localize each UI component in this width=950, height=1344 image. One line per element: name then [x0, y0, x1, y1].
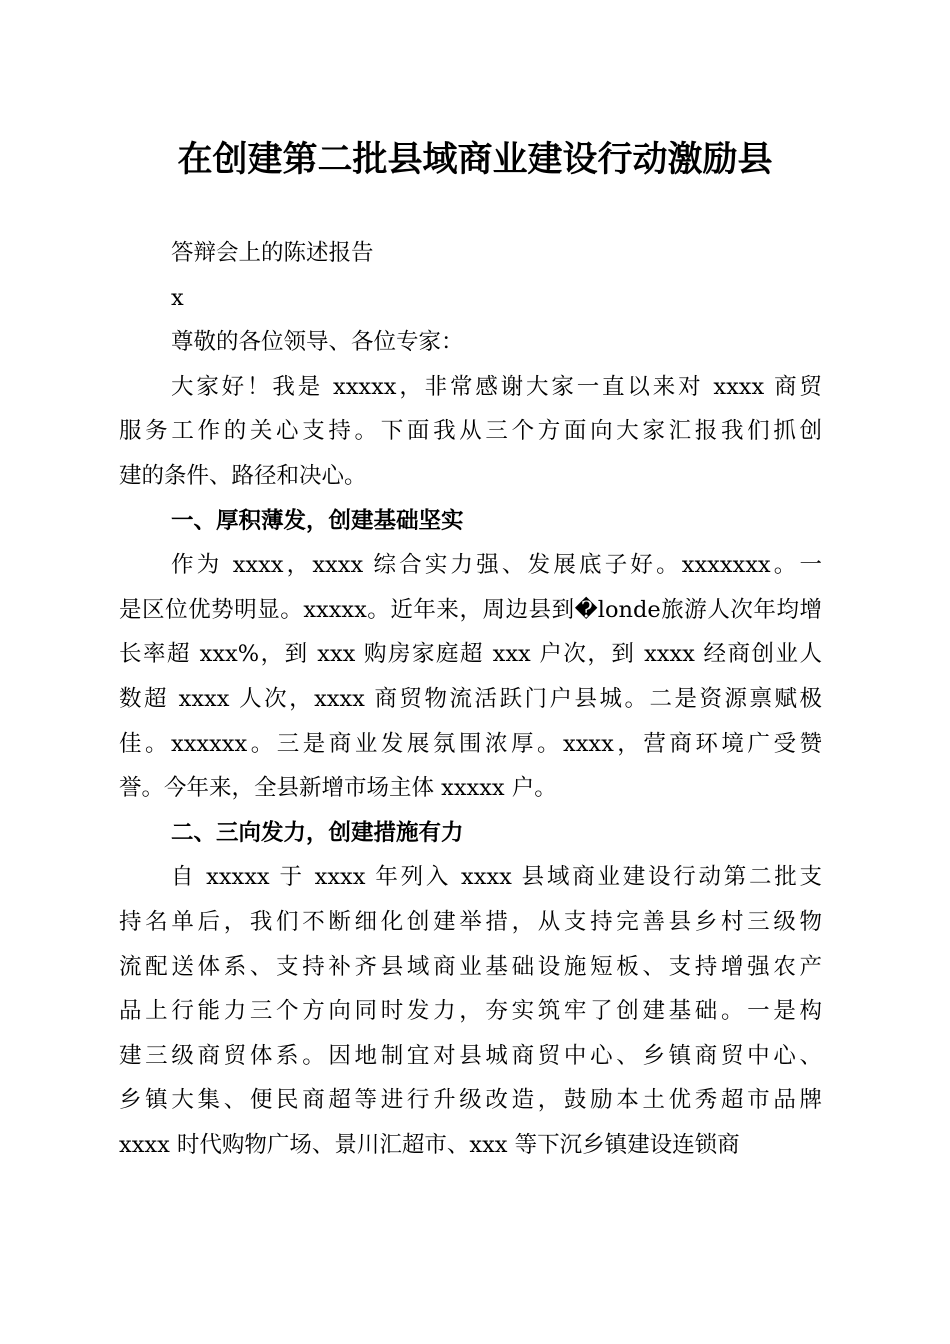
paragraph-line: 自 xxxxx 于 xxxx 年列入 xxxx 县域商业建设行动第二批支 [171, 864, 822, 891]
section-heading: 一、厚积薄发，创建基础坚实 [171, 507, 464, 534]
paragraph-line: 誉。今年来，全县新增市场主体 xxxxx 户。 [119, 775, 557, 802]
document-body [119, 231, 822, 1167]
paragraph-line: 流配送体系、支持补齐县域商业基础设施短板、支持增强农产 [119, 953, 822, 980]
paragraph-line: 作为 xxxx，xxxx 综合实力强、发展底子好。xxxxxxx。一 [171, 552, 822, 579]
paragraphs [119, 365, 822, 1168]
paragraph-line: 服务工作的关心支持。下面我从三个方面向大家汇报我们抓创 [119, 418, 822, 445]
subtitle: 答辩会上的陈述报告 [171, 240, 374, 266]
paragraph-line: 品上行能力三个方向同时发力，夯实筑牢了创建基础。一是构 [119, 998, 822, 1025]
paragraph-line: xxxx 时代购物广场、景川汇超市、xxx 等下沉乡镇建设连锁商 [119, 1131, 740, 1158]
paragraph-line: 乡镇大集、便民商超等进行升级改造，鼓励本土优秀超市品牌 [119, 1087, 822, 1114]
salutation: 尊敬的各位领导、各位专家： [171, 329, 464, 356]
document-title: 在创建第二批县域商业建设行动激励县 [177, 139, 773, 180]
author: x [171, 284, 184, 311]
paragraph-line: 持名单后，我们不断细化创建举措，从支持完善县乡村三级物 [119, 908, 822, 935]
paragraph-line: 大家好！我是 xxxxx，非常感谢大家一直以来对 xxxx 商贸 [171, 373, 822, 400]
paragraph-line: 建三级商贸体系。因地制宜对县城商贸中心、乡镇商贸中心、 [119, 1042, 822, 1069]
paragraph-line: 建的条件、路径和决心。 [119, 462, 367, 489]
paragraph-line: 是区位优势明显。xxxxx。近年来，周边县到�londe旅游人次年均增 [119, 596, 822, 623]
paragraph-line: 数超 xxxx 人次，xxxx 商贸物流活跃门户县城。二是资源禀赋极 [119, 685, 822, 712]
section-heading: 二、三向发力，创建措施有力 [171, 819, 464, 846]
paragraph-line: 佳。xxxxxx。三是商业发展氛围浓厚。xxxx，营商环境广受赞 [119, 730, 822, 757]
paragraph-line: 长率超 xxx%，到 xxx 购房家庭超 xxx 户次，到 xxxx 经商创业人 [119, 641, 822, 668]
